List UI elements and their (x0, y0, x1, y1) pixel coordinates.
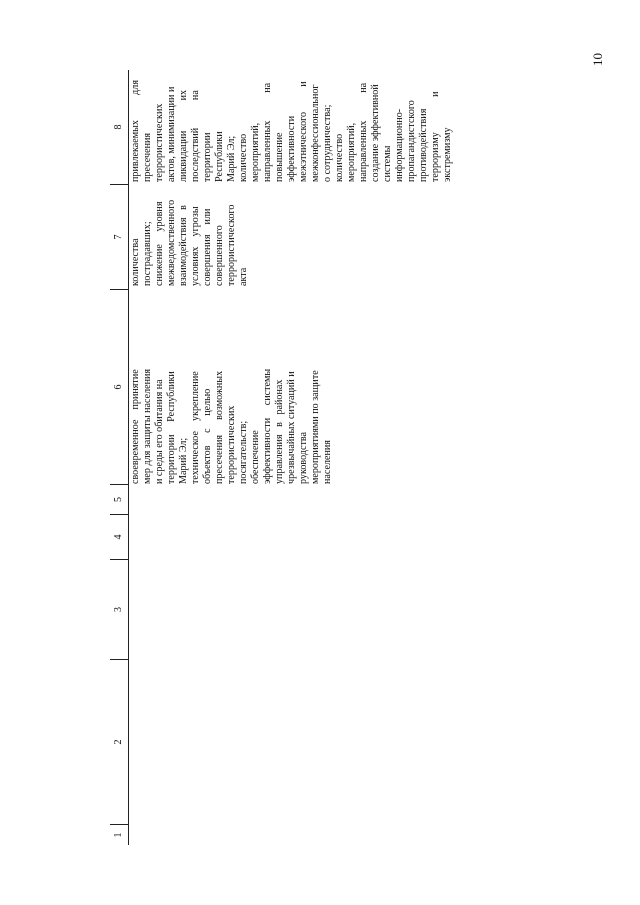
cell-line: межконфессиональног (310, 84, 321, 182)
cell-line: пострадавших; (142, 221, 153, 286)
cell-line: Республики (214, 131, 225, 182)
cell-line: населения (322, 440, 333, 484)
cell-line: террористических (154, 103, 165, 182)
column-number-row (110, 70, 129, 845)
cell-line: межведомственного (166, 199, 177, 286)
cell-line: противодействия (418, 108, 429, 182)
rotated-table (110, 70, 600, 845)
cell-line: последствий на (190, 90, 201, 182)
cell-line: эффективности (286, 115, 297, 182)
cell-line: территории Республики (166, 371, 177, 484)
cell-line: совершения или (202, 208, 213, 286)
cell-line: экстремизму (442, 127, 453, 182)
cell-line: мероприятий, (250, 122, 261, 182)
cell-line: посягательств; (238, 420, 249, 484)
cell-line: своевременное принятие (130, 369, 141, 484)
cell-line: повышение (274, 132, 285, 182)
cell-line: террористических (226, 405, 237, 484)
cell-line: привлекаемых для (130, 80, 141, 182)
cell-line: количества (130, 238, 141, 286)
cell-line: межэтнического и (298, 81, 309, 182)
cell-line: обеспечение (250, 430, 261, 484)
cell-line: управления в районах (274, 379, 285, 484)
page-number: 10 (590, 53, 605, 66)
cell-line: чрезвычайных ситуаций и (286, 371, 297, 484)
cell-line: совершенного (214, 225, 225, 286)
cell-line: терроризму и (430, 91, 441, 182)
cell-line: эффективности системы (262, 368, 273, 484)
cell-line: техническое укрепление (190, 371, 201, 484)
column-number-1: 1 (113, 832, 124, 838)
cell-line: пропагандистского (406, 100, 417, 182)
cell-line: руководства (298, 432, 309, 484)
cell-line: террористического (226, 204, 237, 286)
cell-line: количество (334, 133, 345, 182)
cell-line: снижение уровня (154, 201, 165, 286)
cell-line: о сотрудничества; (322, 104, 333, 182)
cell-line: ликвидации их (178, 89, 189, 182)
cell-line: направленных на (358, 82, 369, 182)
cell-line: акта (238, 267, 249, 286)
cell-line: и среды его обитания на (154, 379, 165, 484)
cell-results (130, 186, 250, 286)
cell-line: Марий Эл; (226, 135, 237, 182)
cell-measures (130, 291, 334, 484)
table-row (130, 70, 600, 845)
cell-line: создание эффективной (370, 84, 381, 182)
cell-line: мер для защиты населения (142, 368, 153, 484)
column-number-2: 2 (110, 660, 128, 825)
column-number-7: 7 (110, 185, 128, 290)
column-number-8: 8 (110, 70, 128, 185)
cell-line: системы (382, 145, 393, 182)
column-number-3: 3 (110, 560, 128, 660)
column-number-4: 4 (110, 515, 128, 560)
cell-line: актов, минимизации и (166, 86, 177, 182)
cell-line: взаимодействия в (178, 205, 189, 286)
cell-line: количество (238, 133, 249, 182)
cell-line: пресечения (142, 132, 153, 182)
cell-line: направленных на (262, 82, 273, 182)
cell-line: мероприятий, (346, 122, 357, 182)
cell-line: Марий Эл; (178, 437, 189, 484)
cell-line: условиях угрозы (190, 206, 201, 286)
cell-line: объектов с целью (202, 388, 213, 484)
column-number-5: 5 (110, 485, 128, 515)
column-number-6: 6 (110, 290, 128, 485)
cell-line: территории (202, 132, 213, 182)
document-table (110, 70, 600, 845)
cell-line: информационно- (394, 108, 405, 182)
cell-line: пресечения возможных (214, 370, 225, 484)
cell-line: мероприятиями по защите (310, 370, 321, 484)
cell-indicators (130, 72, 454, 182)
